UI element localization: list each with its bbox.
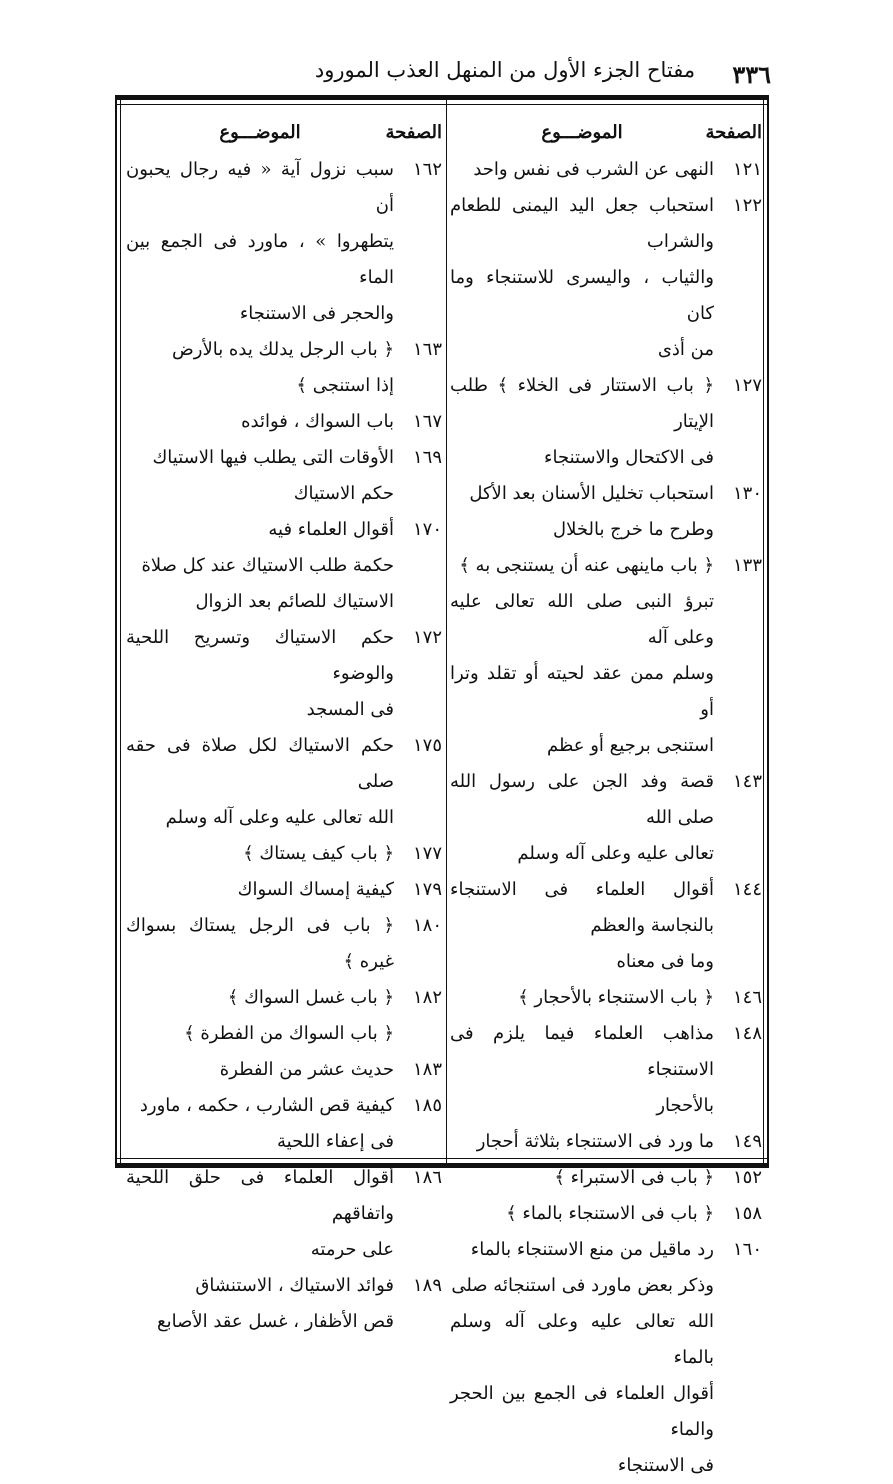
entry-topic-line: مذاهب العلماء فيما يلزم فى الاستنجاء — [450, 1023, 714, 1080]
entry-topic-line: ﴿ باب فى الاستنجاء بالماء ﴾ — [506, 1203, 714, 1224]
entry-topic-line: تبرؤ النبى صلى الله تعالى عليه وعلى آله — [450, 591, 714, 648]
entry-page-number: ١٧٩ — [412, 879, 442, 900]
entry-page-number: ١٢١ — [732, 159, 762, 180]
entry-topic-line: فى الاكتحال والاستنجاء — [544, 447, 714, 468]
entry-topic — [126, 872, 394, 908]
entry-page-number: ١٦٧ — [412, 411, 442, 432]
index-entry — [450, 188, 762, 368]
entry-topic-line: وذكر بعض ماورد فى استنجائه صلى — [451, 1275, 714, 1296]
entry-topic-line: قص الأظفار ، غسل عقد الأصابع — [157, 1311, 394, 1332]
entry-topic — [450, 1196, 714, 1232]
right-column — [450, 112, 762, 1484]
right-entry-list — [450, 152, 762, 1484]
entry-page-number: ١٦٠ — [732, 1239, 762, 1260]
entry-page-number: ١٥٢ — [732, 1167, 762, 1188]
index-entry — [450, 1232, 762, 1484]
entry-page-number: ١٧٠ — [412, 519, 442, 540]
entry-topic-line: الله تعالى عليه وعلى آله وسلم — [165, 807, 394, 828]
index-entry — [126, 1052, 442, 1088]
entry-topic-line: بالأحجار — [656, 1095, 714, 1116]
entry-topic — [450, 764, 714, 872]
entry-topic-line: قصة وفد الجن على رسول الله صلى الله — [450, 771, 714, 828]
index-entry — [450, 980, 762, 1016]
entry-topic-line: فى الاستنجاء — [617, 1455, 714, 1476]
entry-topic-line: على حرمته — [310, 1239, 394, 1260]
entry-topic-line: الاستياك للصائم بعد الزوال — [195, 591, 394, 612]
entry-page-number: ١٢٢ — [732, 195, 762, 216]
index-entry — [126, 1088, 442, 1160]
index-entry — [450, 476, 762, 548]
index-entry — [126, 728, 442, 836]
entry-topic — [450, 1232, 714, 1484]
page-title: مفتاح الجزء الأول من المنهل العذب المورود — [314, 58, 696, 82]
entry-topic — [126, 152, 394, 332]
entry-page-number: ١٣٣ — [732, 555, 762, 576]
entry-topic — [450, 872, 714, 980]
index-entry — [126, 512, 442, 620]
entry-topic-line: ﴿ باب السواك من الفطرة ﴾ — [184, 1023, 394, 1044]
index-entry — [450, 872, 762, 980]
entry-topic — [450, 152, 714, 188]
entry-topic-line: حكم الاستياك — [293, 483, 394, 504]
index-entry — [450, 1196, 762, 1232]
page-column-header: الصفحة — [385, 121, 442, 143]
entry-topic-line: ﴿ باب كيف يستاك ﴾ — [243, 843, 394, 864]
entry-topic — [126, 332, 394, 404]
entry-topic — [126, 728, 394, 836]
frame-left-rule — [115, 95, 117, 1168]
entry-topic-line: فوائد الاستياك ، الاستنشاق — [195, 1275, 394, 1296]
entry-topic — [126, 512, 394, 620]
entry-page-number: ١٨٥ — [412, 1095, 442, 1116]
frame-right-rule — [767, 95, 769, 1168]
entry-page-number: ١٧٢ — [412, 627, 442, 648]
entry-topic-line: وطرح ما خرج بالخلال — [553, 519, 714, 540]
entry-page-number: ١٤٨ — [732, 1023, 762, 1044]
entry-topic-line: حكم الاستياك لكل صلاة فى حقه صلى — [126, 735, 394, 792]
index-entry — [126, 872, 442, 908]
entry-topic-line: حديث عشر من الفطرة — [219, 1059, 394, 1080]
frame-right-inner-rule — [763, 95, 764, 1168]
entry-page-number: ١٤٣ — [732, 771, 762, 792]
entry-topic-line: ﴿ باب ماينهى عنه أن يستنجى به ﴾ — [459, 555, 714, 576]
index-entry — [126, 1160, 442, 1268]
index-entry — [450, 1124, 762, 1160]
entry-topic — [126, 1088, 394, 1160]
index-entry — [450, 152, 762, 188]
entry-topic-line: وسلم ممن عقد لحيته أو تقلد وترا أو — [450, 663, 714, 720]
index-entry — [126, 404, 442, 440]
entry-topic-line: أقوال العلماء فيه — [268, 519, 394, 540]
entry-page-number: ١٨٦ — [412, 1167, 442, 1188]
entry-topic-line: من أذى — [657, 339, 714, 360]
entry-page-number: ١٧٧ — [412, 843, 442, 864]
entry-topic — [450, 368, 714, 476]
entry-topic-line: أقوال العلماء فى حلق اللحية واتفاقهم — [126, 1167, 394, 1224]
entry-page-number: ١٦٣ — [412, 339, 442, 360]
entry-page-number: ١٨٩ — [412, 1275, 442, 1296]
right-column-header — [450, 112, 762, 152]
column-divider — [446, 95, 447, 1168]
entry-topic-line: حكمة طلب الاستياك عند كل صلاة — [141, 555, 394, 576]
entry-page-number: ١٢٧ — [732, 375, 762, 396]
entry-page-number: ١٣٠ — [732, 483, 762, 504]
index-entry — [126, 152, 442, 332]
entry-topic-line: والحجر فى الاستنجاء — [239, 303, 394, 324]
page-number: ٣٣٦ — [732, 60, 771, 89]
index-entry — [126, 836, 442, 872]
topic-column-header: الموضـــوع — [219, 121, 301, 143]
entry-page-number: ١٤٤ — [732, 879, 762, 900]
index-entry — [126, 620, 442, 728]
entry-page-number: ١٤٦ — [732, 987, 762, 1008]
entry-topic-line: حكم الاستياك وتسريح اللحية والوضوء — [126, 627, 394, 684]
entry-topic — [126, 1160, 394, 1268]
page-column-header: الصفحة — [705, 121, 762, 143]
entry-page-number: ١٤٩ — [732, 1131, 762, 1152]
entry-topic — [450, 548, 714, 764]
entry-topic-line: تعالى عليه وعلى آله وسلم — [517, 843, 714, 864]
entry-topic-line: كيفية إمساك السواك — [237, 879, 394, 900]
entry-topic-line: فى المسجد — [306, 699, 394, 720]
index-entry — [450, 548, 762, 764]
entry-topic-line: استحباب جعل اليد اليمنى للطعام والشراب — [450, 195, 714, 252]
entry-page-number: ١٥٨ — [732, 1203, 762, 1224]
entry-page-number: ١٨٣ — [412, 1059, 442, 1080]
entry-topic-line: الأوقات التى يطلب فيها الاستياك — [152, 447, 394, 468]
entry-topic — [126, 440, 394, 512]
entry-topic-line: أقوال العلماء فى الاستنجاء بالنجاسة والعظم — [450, 879, 714, 936]
entry-topic-line: ما ورد فى الاستنجاء بثلاثة أحجار — [476, 1131, 714, 1152]
entry-page-number: ١٨٠ — [412, 915, 442, 936]
left-column — [126, 112, 442, 1340]
entry-page-number: ١٨٢ — [412, 987, 442, 1008]
entry-topic — [126, 404, 394, 440]
entry-topic — [126, 980, 394, 1052]
entry-page-number: ١٦٩ — [412, 447, 442, 468]
entry-topic — [450, 188, 714, 368]
entry-topic-line: والثياب ، واليسرى للاستنجاء وما كان — [450, 267, 714, 324]
entry-topic — [450, 476, 714, 548]
entry-topic-line: استحباب تخليل الأسنان بعد الأكل — [469, 483, 714, 504]
left-column-header — [126, 112, 442, 152]
entry-topic-line: أقوال العلماء فى الجمع بين الحجر والماء — [450, 1383, 714, 1440]
entry-topic — [126, 1052, 394, 1088]
index-entry — [450, 368, 762, 476]
entry-topic-line: ﴿ باب فى الرجل يستاك بسواك غيره ﴾ — [126, 915, 394, 972]
entry-topic-line: إذا استنجى ﴾ — [296, 375, 394, 396]
entry-topic-line: استنجى برجيع أو عظم — [547, 735, 714, 756]
entry-topic-line: رد ماقيل من منع الاستنجاء بالماء — [470, 1239, 714, 1260]
entry-topic-line: ﴿ باب الاستتار فى الخلاء ﴾ طلب الإيتار — [450, 375, 714, 432]
entry-topic — [450, 1160, 714, 1196]
entry-topic-line: الله تعالى عليه وعلى آله وسلم بالماء — [450, 1311, 714, 1368]
entry-topic-line: سبب نزول آية « فيه رجال يحبون أن — [126, 159, 394, 216]
entry-topic-line: باب السواك ، فوائده — [241, 411, 394, 432]
entry-topic — [126, 1268, 394, 1340]
entry-topic — [450, 1016, 714, 1124]
index-entry — [126, 980, 442, 1052]
entry-page-number: ١٦٢ — [412, 159, 442, 180]
index-entry — [450, 1016, 762, 1124]
entry-topic-line: النهى عن الشرب فى نفس واحد — [473, 159, 714, 180]
entry-topic-line: ﴿ باب غسل السواك ﴾ — [227, 987, 394, 1008]
entry-page-number: ١٧٥ — [412, 735, 442, 756]
index-entry — [450, 764, 762, 872]
entry-topic — [126, 620, 394, 728]
entry-topic — [450, 980, 714, 1016]
entry-topic-line: كيفية قص الشارب ، حكمه ، ماورد — [139, 1095, 394, 1116]
frame-left-inner-rule — [120, 95, 121, 1168]
entry-topic — [450, 1124, 714, 1160]
entry-topic-line: وما فى معناه — [616, 951, 714, 972]
left-entry-list — [126, 152, 442, 1340]
topic-column-header: الموضـــوع — [541, 121, 623, 143]
entry-topic — [126, 836, 394, 872]
index-entry — [126, 332, 442, 404]
entry-topic-line: يتطهروا » ، ماورد فى الجمع بين الماء — [126, 231, 394, 288]
index-entry — [126, 440, 442, 512]
entry-topic-line: ﴿ باب الاستنجاء بالأحجار ﴾ — [518, 987, 714, 1008]
entry-topic-line: ﴿ باب الرجل يدلك يده بالأرض — [172, 339, 394, 360]
index-entry — [450, 1160, 762, 1196]
index-entry — [126, 1268, 442, 1340]
index-entry — [126, 908, 442, 980]
entry-topic-line: فى إعفاء اللحية — [277, 1131, 394, 1152]
entry-topic-line: ﴿ باب فى الاستبراء ﴾ — [554, 1167, 714, 1188]
entry-topic — [126, 908, 394, 980]
